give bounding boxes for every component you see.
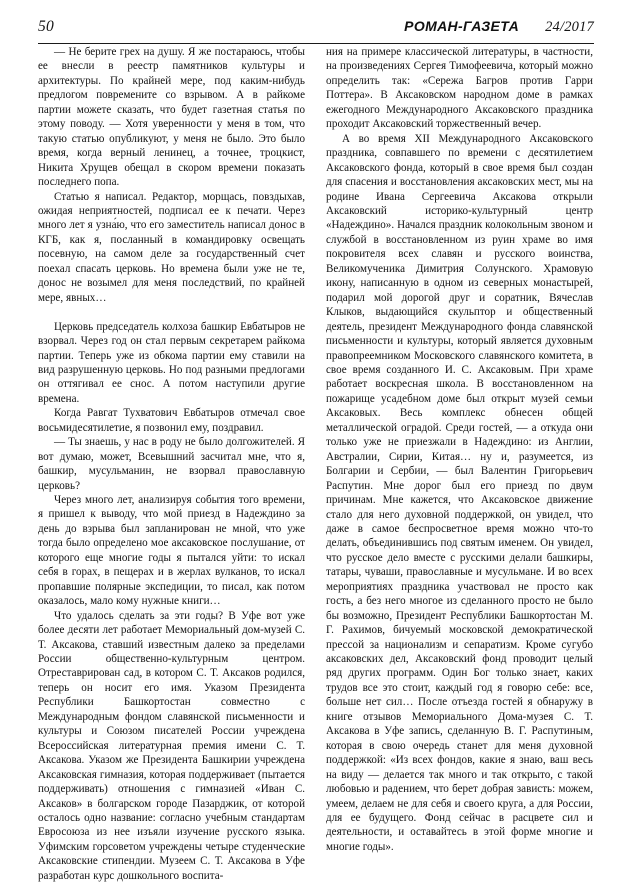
page-number: 50	[38, 18, 54, 35]
text-column-left	[38, 45, 305, 882]
paragraph: — Не берите грех на душу. Я же постараюсь, чтобы ее внесли в реестр памятников культуры и архитектуры. По крайней мере, под каким-нибудь предлогом повремените со взрывом. А в райкоме партии можете сказать, что будет газетная статья по этому поводу. — Хотя уверенности у меня в том, что такую статью опубликуют, у меня не было. Это было время, когда верный ленинец, а точнее, троцкист, Никита Хрущев обещал в скором времени показать последнего попа.	[38, 46, 305, 189]
paragraph: А во время XII Международного Аксаковского праздника, совпавшего по времени с десятилетием Аксаковского фонда, который в свое время был создан для спасения и восстановления аксаковских мест, мы на родине Ивана Сергеевича Аксакова открыли Аксаковский историко-культурный центр «Надеждино». Начался праздник колокольным звоном и службой в восстановленном из руин храме во имя покровителя всех славян и русского воинства, Великомученика Димитрия Солунского. Храмовую икону, написанную в одном из северных монастырей, подарил мой дорогой друг и соратник, Вячеслав Клыков, выдающийся скульптор и общественный деятель, президент Международного фонда славянской письменности и культуры, который является духовным правопреемником Московского славянского комитета, в свое время созданного И. С. Аксаковым. При храме работает воскресная школа. В восстановленном на пожарище усадебном доме был открыт музей семьи Аксаковых. Весь комплекс обнесен общей металлической оградой. Среди гостей, — а откуда они только уже не приезжали в Надеждино: из Англии, Австралии, Сирии, Китая… ну и, разумеется, из Болгарии и Сербии, — был Валентин Григорьевич Распутин. Мне дорог был его приезд по двум причинам. Мне кажется, что Аксаковское движение стало для него духовной поддержкой, он увидел, что даже в самое беспросветное время можно что-то делать, объединившись под святым именем. Он увидел, что русское дело вместе с русскими делали башкиры, татары, чуваши, православные и мусульмане. И во всех мероприятиях праздника участвовал не просто как гость, а без него многое из сделанного просто не было бы возможно, Президент Республики Башкортостан М. Г. Рахимов, бичуемый московской демократической прессой за национализм и сепаратизм. Кроме сугубо аксаковских дел, Аксаковский фонд проводит целый ряд других программ. Один Бог только знает, каких трудов все это стоит, каждый год я говорю себе: все, больше нет сил… После отъезда гостей я обнаружу в книге отзывов Мемориального Дома-музея С. Т. Аксакова в Уфе запись, сделанную В. Г. Распутиным, которая в свою очередь станет для меня духовной поддержкой: «Из всех фондов, какие я знаю, ваш весь на виду — делается так много и так открыто, с такой любовью и радением, что берет добрая зависть: можем, умеем, делаем не для себя и своего круга, а для России, для ее будущего. Фонд сейчас в расцвете сил и деятельности, и оставайтесь в этой форме многие и многие годы».	[326, 132, 593, 853]
issue-number: 24/2017	[545, 19, 594, 35]
page-header	[38, 19, 594, 44]
paragraph: Церковь председатель колхоза башкир Евбатыров не взорвал. Через год он стал первым секретарем райкома партии. Теперь уже из обкома партии ему ставили на вид разрушенную церковь. Но под разными предлогами он оттягивал ее снос. А потом наступили другие времена.	[38, 320, 305, 405]
journal-title: РОМАН-ГАЗЕТА	[404, 18, 520, 34]
header-right-group	[404, 19, 594, 35]
paragraph: Через много лет, анализируя события того времени, я пришел к выводу, что мой приезд в Надеждино за день до взрыва был запланирован не мной, что уже тогда было определено мое аксаковское послушание, от которого еще многие годы я пытался уйти: то искал себя в горах, в пещерах и в жерлах вулканов, то искал пропавшие полярные экспедиции, то писал, как потом оказалось, мало кому нужные книги…	[38, 494, 305, 608]
paragraph: Статью я написал. Редактор, морщась, повздыхав, ожидая неприятностей, подписал ее к печати. Через много лет я узна́ю, что его заместитель написал донос в КГБ, как я, посланный в командировку освещать посевную, на самом деле за государственный счет поехал спасать церковь. Но времена были уже не те, донос не возымел для меня последствий, по крайней мере, явных…	[38, 190, 305, 304]
paragraph: Когда Равгат Тухватович Евбатыров отмечал свое восьмидесятилетие, я позвонил ему, поздравил.	[38, 407, 305, 434]
paragraph: ния на примере классической литературы, в частности, на произведениях Сергея Тимофеевича, который можно определить так: «Сережа Багров против Гарри Поттера». В Аксаковском народном доме в рамках ежегодного Международного Аксаковского праздника проходит Аксаковский торжественный вечер.	[326, 46, 593, 131]
paragraph: — Ты знаешь, у нас в роду не было долгожителей. Я вот думаю, может, Всевышний засчитал мне, что я, башкир, мусульманин, не взорвал православную церковь?	[38, 436, 305, 492]
article-body	[38, 45, 594, 882]
text-column-right	[326, 45, 593, 853]
paragraph: Что удалось сделать за эти годы? В Уфе вот уже более десяти лет работает Мемориальный дом-музей С. Т. Аксакова, ставший известным далеко за пределами России общественно-культурным центром. Отреставрирован сад, в котором С. Т. Аксаков родился, теперь он носит его имя. Указом Президента Республики Башкортостан совместно с Международным фондом славянской письменности и культуры и Союзом писателей России учреждена Всероссийская литературная премия имени С. Т. Аксакова. Указом же Президента Башкирии учреждена Аксаковская гимназия, которая поддерживает (пытается поддерживать) отношения с гимназией «Иван С. Аксаков» в болгарском городе Пазарджик, от которой осталось одно название: согласно учебным стандартам Евросоюза из нее изъяли изучение русского языка. Уфимским горсоветом учреждены четыре студенческие Аксаковские стипендии. Музеем С. Т. Аксакова в Уфе разработан курс дошкольного воспита-	[38, 609, 305, 882]
